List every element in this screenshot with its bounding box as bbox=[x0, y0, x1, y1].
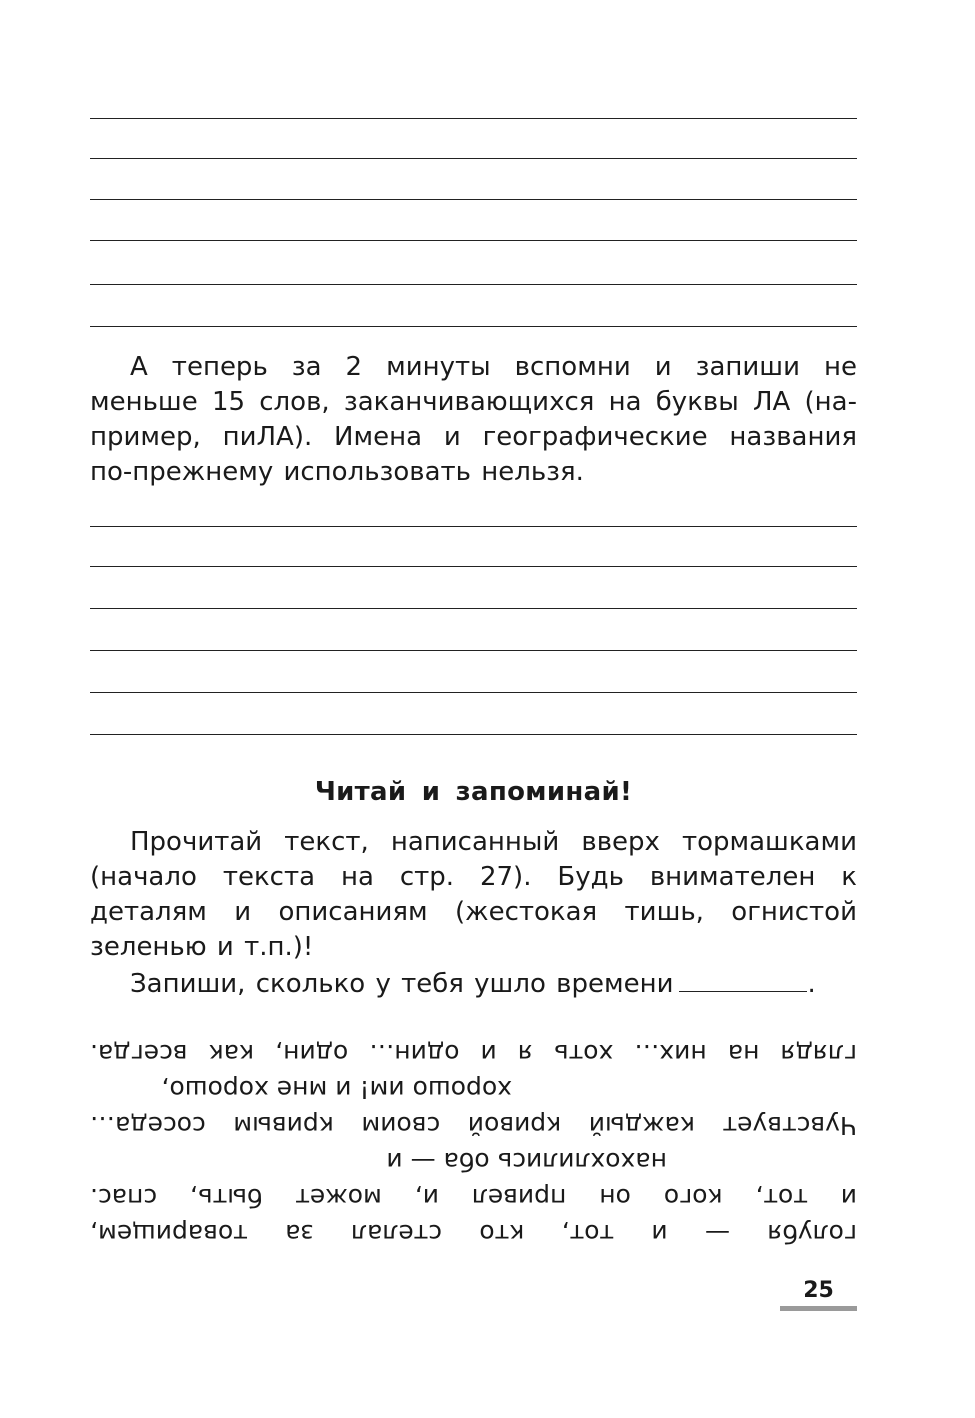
writing-line[interactable] bbox=[90, 608, 857, 609]
task-line: по-прежнему использовать нельзя. bbox=[90, 457, 584, 487]
writing-line[interactable] bbox=[90, 692, 857, 693]
page-number-underline bbox=[780, 1306, 857, 1311]
writing-line[interactable] bbox=[90, 650, 857, 651]
writing-line[interactable] bbox=[90, 734, 857, 735]
task-line: пример, пиЛА). Имена и географические названия bbox=[90, 422, 857, 452]
section-heading: Читай и запоминай! bbox=[314, 777, 633, 807]
upside-down-line: глядя на них… хоть я и один… один, как всегда. bbox=[90, 1039, 857, 1068]
writing-line[interactable] bbox=[90, 526, 857, 527]
writing-line[interactable] bbox=[90, 199, 857, 200]
time-prompt: Запиши, сколько у тебя ушло времени bbox=[130, 969, 674, 999]
time-prompt-line bbox=[90, 965, 857, 1002]
page-number: 25 bbox=[803, 1278, 834, 1303]
upside-down-line: нахохлились оба — и bbox=[386, 1147, 667, 1176]
upside-down-line: Чувствует каждый кривой своим кривым соседа… bbox=[90, 1111, 857, 1140]
reading-line: зеленью и т.п.)! bbox=[90, 932, 314, 962]
workbook-page bbox=[90, 0, 857, 1418]
time-prompt-end: . bbox=[807, 969, 816, 999]
reading-line: (начало текста на стр. 27). Будь внимателен к bbox=[90, 862, 857, 892]
upside-down-text bbox=[90, 1035, 857, 1251]
writing-line[interactable] bbox=[90, 158, 857, 159]
task-paragraph bbox=[90, 350, 857, 490]
writing-line[interactable] bbox=[90, 566, 857, 567]
reading-line: Прочитай текст, написанный вверх тормашками bbox=[130, 827, 857, 857]
reading-paragraph bbox=[90, 825, 857, 1002]
task-line: А теперь за 2 минуты вспомни и запиши не bbox=[130, 352, 857, 382]
writing-line[interactable] bbox=[90, 284, 857, 285]
reading-line: деталям и описаниям (жестокая тишь, огнистой bbox=[90, 897, 857, 927]
writing-line[interactable] bbox=[90, 240, 857, 241]
writing-line[interactable] bbox=[90, 326, 857, 327]
time-answer-blank[interactable] bbox=[679, 965, 807, 992]
upside-down-line: хорошо им! и мне хорошо, bbox=[161, 1075, 512, 1104]
upside-down-line: голубя — и тот, кто стелал за товарищем, bbox=[90, 1219, 857, 1248]
writing-line[interactable] bbox=[90, 118, 857, 119]
upside-down-line: и тот, кого он привел и, может быть, спас. bbox=[90, 1183, 857, 1212]
task-line: меньше 15 слов, заканчивающихся на буквы ЛА (на- bbox=[90, 387, 857, 417]
